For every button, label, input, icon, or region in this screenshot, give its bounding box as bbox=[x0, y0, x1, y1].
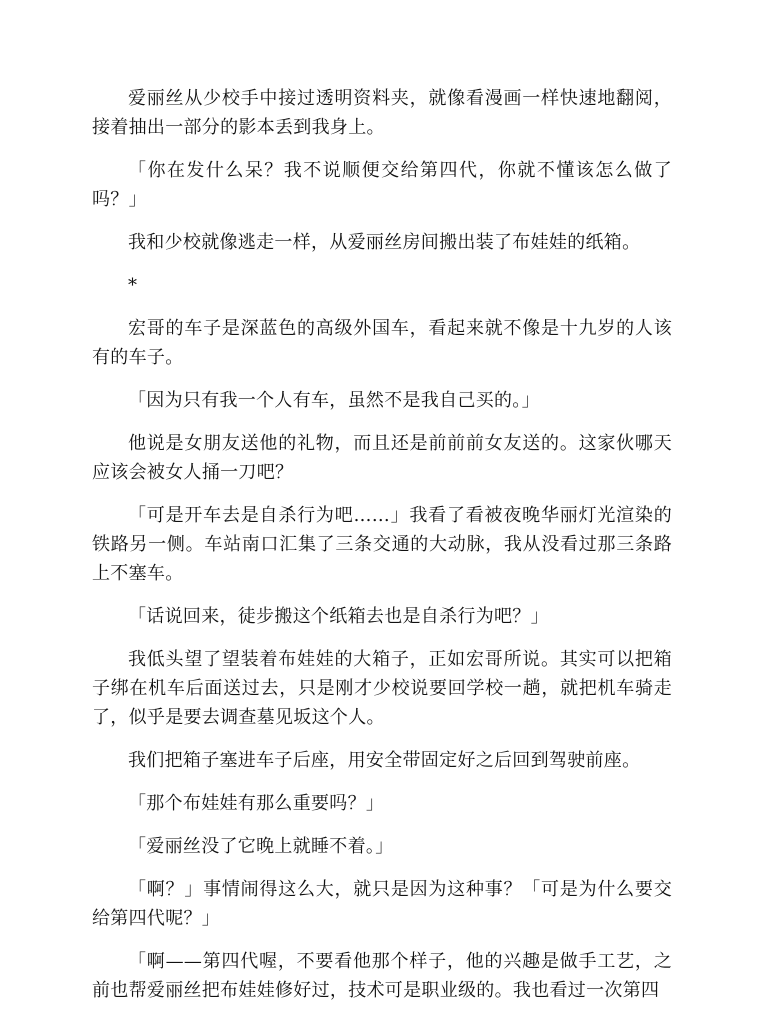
paragraph: 他说是女朋友送他的礼物，而且还是前前前女友送的。这家伙哪天应该会被女人捅一刀吧？ bbox=[92, 433, 672, 483]
paragraph: 「啊？」事情闹得这么大，就只是因为这种事？「可是为什么要交给第四代呢？」 bbox=[92, 879, 672, 929]
paragraph: 「因为只有我一个人有车，虽然不是我自己买的。」 bbox=[128, 390, 540, 411]
paragraph: 我和少校就像逃走一样，从爱丽丝房间搬出装了布娃娃的纸箱。 bbox=[128, 232, 641, 253]
paragraph: 我们把箱子塞进车子后座，用安全带固定好之后回到驾驶前座。 bbox=[128, 750, 641, 771]
body-text bbox=[92, 84, 672, 1019]
paragraph: 「可是开车去是自杀行为吧……」我看了看被夜晚华丽灯光渲染的铁路另一侧。车站南口汇集了三条交通的大动脉，我从没看过那三条路上不塞车。 bbox=[92, 505, 672, 584]
paragraph: 「那个布娃娃有那么重要吗？」 bbox=[128, 793, 385, 814]
paragraph: 「你在发什么呆？我不说顺便交给第四代，你就不懂该怎么做了吗？」 bbox=[92, 160, 672, 210]
paragraph: 爱丽丝从少校手中接过透明资料夹，就像看漫画一样快速地翻阅，接着抽出一部分的影本丢到我身上。 bbox=[92, 88, 672, 138]
paragraph: 「啊——第四代喔，不要看他那个样子，他的兴趣是做手工艺，之前也帮爱丽丝把布娃娃修好过，技术可是职业级的。我也看过一次第四 bbox=[92, 951, 672, 1001]
section-break: * bbox=[128, 275, 138, 296]
paragraph: 「话说回来，徒步搬这个纸箱去也是自杀行为吧？」 bbox=[128, 606, 549, 627]
paragraph: 「爱丽丝没了它晚上就睡不着。」 bbox=[128, 836, 394, 857]
paragraph: 我低头望了望装着布娃娃的大箱子，正如宏哥所说。其实可以把箱子绑在机车后面送过去，只是刚才少校说要回学校一趟，就把机车骑走了，似乎是要去调查墓见坂这个人。 bbox=[92, 649, 672, 728]
paragraph: 宏哥的车子是深蓝色的高级外国车，看起来就不像是十九岁的人该有的车子。 bbox=[92, 318, 672, 368]
